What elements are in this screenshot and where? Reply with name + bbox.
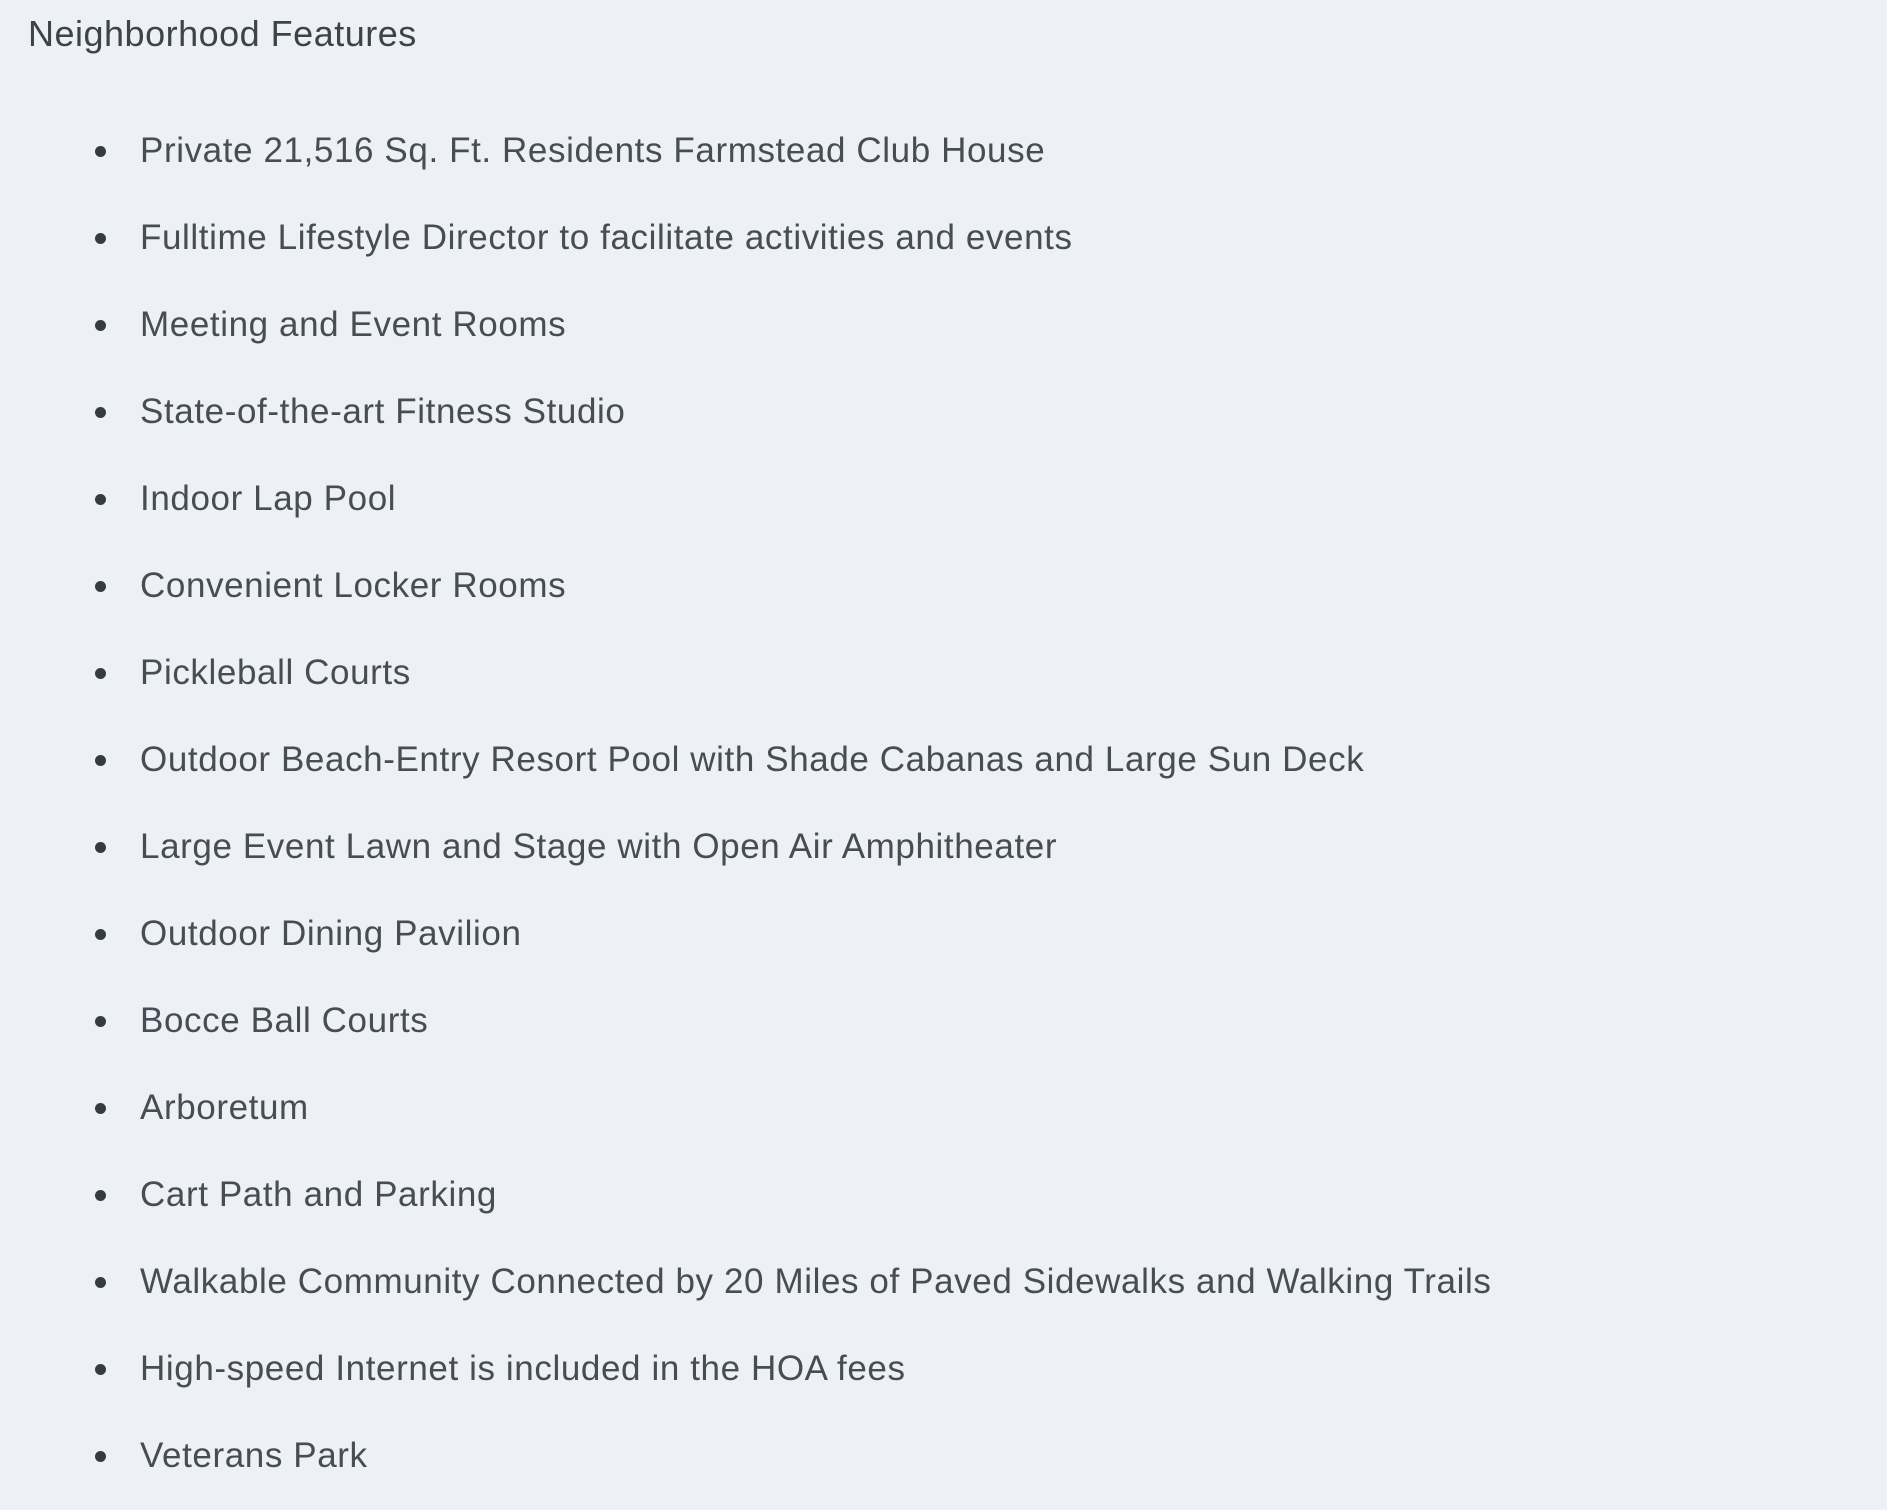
bullet-icon <box>95 668 106 679</box>
section-title: Neighborhood Features <box>28 13 417 54</box>
list-item-text: State-of-the-art Fitness Studio <box>140 392 626 431</box>
bullet-icon <box>95 842 106 853</box>
bullet-icon <box>95 407 106 418</box>
list-item <box>95 825 1887 869</box>
bullet-icon <box>95 233 106 244</box>
list-item-text: Veterans Park <box>140 1436 368 1475</box>
list-item <box>95 129 1887 173</box>
list-item <box>95 651 1887 695</box>
bullet-icon <box>95 1190 106 1201</box>
features-list <box>95 129 1887 1478</box>
list-item-text: Pickleball Courts <box>140 653 411 692</box>
bullet-icon <box>95 1364 106 1375</box>
list-item-text: Large Event Lawn and Stage with Open Air Amphitheater <box>140 827 1058 866</box>
list-item-text: Indoor Lap Pool <box>140 479 397 518</box>
list-item <box>95 303 1887 347</box>
list-item-text: Convenient Locker Rooms <box>140 566 567 605</box>
neighborhood-features-section <box>0 10 1887 1510</box>
list-item <box>95 1260 1887 1304</box>
bullet-icon <box>95 1016 106 1027</box>
list-item-text: Outdoor Dining Pavilion <box>140 914 522 953</box>
list-item <box>95 999 1887 1043</box>
bullet-icon <box>95 1451 106 1462</box>
list-item-text: Private 21,516 Sq. Ft. Residents Farmstead Club House <box>140 131 1046 170</box>
list-item <box>95 1086 1887 1130</box>
list-item <box>95 738 1887 782</box>
list-item-text: Arboretum <box>140 1088 309 1127</box>
list-item-text: Fulltime Lifestyle Director to facilitate activities and events <box>140 218 1073 257</box>
bullet-icon <box>95 1103 106 1114</box>
bullet-icon <box>95 494 106 505</box>
list-item-text: High-speed Internet is included in the HOA fees <box>140 1349 906 1388</box>
list-item-text: Cart Path and Parking <box>140 1175 497 1214</box>
list-item <box>95 1347 1887 1391</box>
list-item-text: Outdoor Beach-Entry Resort Pool with Shade Cabanas and Large Sun Deck <box>140 740 1365 779</box>
bullet-icon <box>95 929 106 940</box>
list-item <box>95 564 1887 608</box>
list-item-text: Meeting and Event Rooms <box>140 305 567 344</box>
bullet-icon <box>95 581 106 592</box>
list-item <box>95 477 1887 521</box>
bullet-icon <box>95 320 106 331</box>
bullet-icon <box>95 146 106 157</box>
list-item <box>95 390 1887 434</box>
list-item-text: Bocce Ball Courts <box>140 1001 429 1040</box>
list-item <box>95 912 1887 956</box>
list-item <box>95 1173 1887 1217</box>
bullet-icon <box>95 1277 106 1288</box>
bullet-icon <box>95 755 106 766</box>
list-item <box>95 1434 1887 1478</box>
list-item <box>95 216 1887 260</box>
list-item-text: Walkable Community Connected by 20 Miles of Paved Sidewalks and Walking Trails <box>140 1262 1492 1301</box>
